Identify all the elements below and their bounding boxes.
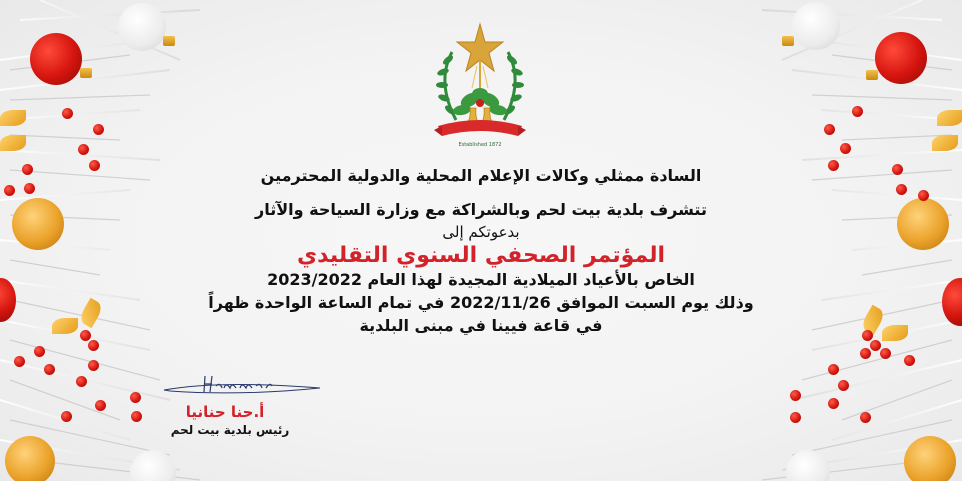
berry-icon	[62, 108, 73, 119]
red-ornament-icon	[30, 33, 82, 85]
berry-icon	[880, 348, 891, 359]
handwritten-signature	[160, 370, 330, 400]
venue-line: في قاعة فيينا في مبنى البلدية	[359, 316, 603, 335]
berry-icon	[44, 364, 55, 375]
date-time-line: وذلك يوم السبت الموافق 2022/11/26 في تمام الساعة الواحدة ظهراً	[208, 293, 754, 312]
berry-icon	[918, 190, 929, 201]
berry-icon	[896, 184, 907, 195]
emblem-icon	[430, 22, 530, 150]
berry-icon	[76, 376, 87, 387]
berry-icon	[790, 390, 801, 401]
berry-icon	[840, 143, 851, 154]
host-line: تتشرف بلدية بيت لحم وبالشراكة مع وزارة السياحة والآثار	[255, 200, 707, 219]
berry-icon	[852, 106, 863, 117]
occasion-line: الخاص بالأعياد الميلادية المجيدة لهذا العام 2023/2022	[267, 270, 695, 289]
established-text: Established 1872	[458, 142, 502, 148]
berry-icon	[828, 160, 839, 171]
gold-ornament-icon	[904, 436, 956, 481]
berry-icon	[824, 124, 835, 135]
berry-icon	[860, 412, 871, 423]
holly-leaf-icon	[937, 110, 962, 126]
berry-icon	[862, 330, 873, 341]
gold-ornament-icon	[12, 198, 64, 250]
ornament-cap-icon	[866, 70, 878, 80]
addressee-line: السادة ممثلي وكالات الإعلام المحلية والدولية المحترمين	[260, 166, 702, 185]
berry-icon	[78, 144, 89, 155]
ornament-cap-icon	[163, 36, 175, 46]
holly-leaf-icon	[882, 325, 908, 341]
berry-icon	[828, 364, 839, 375]
berry-icon	[88, 360, 99, 371]
berry-icon	[838, 380, 849, 391]
berry-icon	[130, 392, 141, 403]
white-ornament-icon	[792, 2, 840, 50]
white-ornament-icon	[118, 3, 166, 51]
berry-icon	[88, 340, 99, 351]
berry-icon	[828, 398, 839, 409]
holly-leaf-icon	[932, 135, 958, 151]
ornament-cap-icon	[80, 68, 92, 78]
berry-icon	[892, 164, 903, 175]
invitation-body	[180, 166, 782, 336]
invite-line: بدعوتكم إلى	[442, 223, 520, 241]
red-ornament-icon	[875, 32, 927, 84]
holly-leaf-icon	[0, 110, 26, 126]
holly-leaf-icon	[0, 135, 26, 151]
event-title: المؤتمر الصحفي السنوي التقليدي	[296, 243, 666, 268]
berry-icon	[61, 411, 72, 422]
holly-leaf-icon	[52, 318, 78, 334]
ornament-cap-icon	[782, 36, 794, 46]
berry-icon	[860, 348, 871, 359]
berry-icon	[80, 330, 91, 341]
berry-icon	[93, 124, 104, 135]
berry-icon	[89, 160, 100, 171]
berry-icon	[22, 164, 33, 175]
berry-icon	[34, 346, 45, 357]
municipality-logo	[430, 22, 530, 150]
berry-icon	[870, 340, 881, 351]
gold-ornament-icon	[5, 436, 55, 481]
berry-icon	[95, 400, 106, 411]
berry-icon	[4, 185, 15, 196]
berry-icon	[904, 355, 915, 366]
signer-title: رئيس بلدية بيت لحم	[170, 423, 290, 437]
signature-icon	[160, 370, 330, 400]
berry-icon	[24, 183, 35, 194]
signer-block	[150, 403, 330, 439]
berry-icon	[131, 411, 142, 422]
gold-ornament-icon	[897, 198, 949, 250]
berry-icon	[14, 356, 25, 367]
berry-icon	[790, 412, 801, 423]
signer-name: أ.حنا حنانيا	[185, 403, 265, 421]
